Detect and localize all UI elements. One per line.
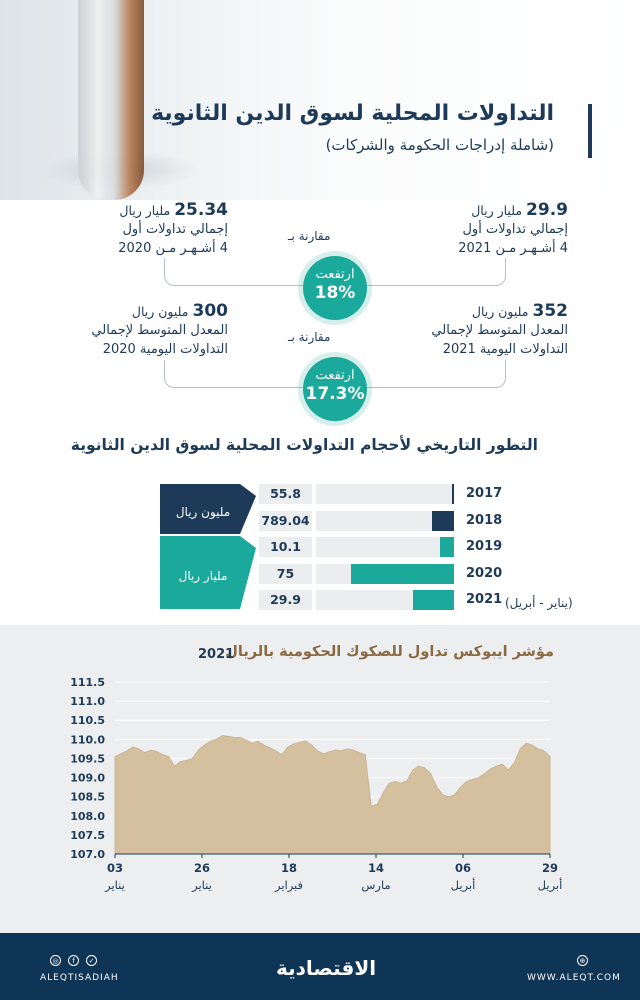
history-value: 789.04 [259, 511, 312, 531]
stat-avg-2020 [91, 301, 228, 359]
y-tick-label: 109.5 [70, 752, 105, 766]
web-icon[interactable]: ⊕ [577, 955, 588, 966]
history-track [316, 484, 454, 504]
unit-tabs [160, 484, 260, 611]
history-bar [452, 484, 454, 504]
stat-line: إجمالي تداولات أول [462, 222, 568, 237]
x-tick-day: 29 [541, 861, 559, 875]
history-year: 2019 [466, 539, 503, 554]
range-note: (يناير - أبريل) [505, 596, 573, 610]
page-subtitle: (شاملة إدراجات الحكومة والشركات) [325, 136, 554, 154]
footer-handle: ALEQTISADIAH [40, 973, 119, 983]
stat-unit: مليون ريال [131, 304, 189, 319]
x-tick-day: 18 [280, 861, 298, 875]
stat-line: التداولات اليومية 2021 [442, 342, 568, 357]
history-bar [413, 590, 454, 610]
y-tick-label: 107.0 [70, 848, 105, 861]
change-label: ارتفعت [315, 267, 355, 282]
facebook-icon[interactable]: f [68, 955, 79, 966]
x-tick-day: 06 [454, 861, 472, 875]
y-tick-label: 108.5 [70, 790, 105, 804]
stat-avg-2021 [431, 301, 568, 359]
unit-label-million [164, 505, 242, 519]
x-tick-month: أبريل [537, 878, 563, 892]
change-value: 18% [314, 283, 356, 303]
history-year: 2018 [466, 512, 503, 528]
x-tick-month: فبراير [274, 878, 304, 892]
history-value: 55.8 [259, 484, 312, 504]
chart-title: مؤشر ايبوكس تداول للصكوك الحكومية بالريال [225, 644, 554, 660]
x-tick-month: يناير [192, 878, 212, 892]
stat-unit: مليار ريال [471, 203, 523, 218]
x-tick-month: أبريل [450, 878, 476, 892]
compare-label: مقارنة بـ [288, 229, 331, 243]
y-tick-label: 110.0 [70, 733, 105, 747]
stat-line: المعدل المتوسط لإجمالي [431, 323, 568, 338]
stat-total-2020 [118, 200, 228, 258]
history-title: التطور التاريخي لأحجام التداولات المحلية لسوق الدين الثانوية [70, 436, 538, 454]
stat-value: 300 [192, 301, 228, 321]
y-tick-label: 109.0 [70, 771, 105, 785]
instagram-icon[interactable]: ◎ [50, 955, 61, 966]
footer-website: WWW.ALEQT.COM [527, 973, 621, 983]
change-label: ارتفعت [315, 368, 355, 383]
y-tick-label: 111.5 [70, 676, 105, 689]
stat-value: 352 [532, 301, 568, 321]
x-tick-day: 26 [193, 861, 211, 875]
stat-unit: مليون ريال [471, 304, 529, 319]
y-tick-label: 111.0 [70, 695, 105, 709]
stat-total-2021 [458, 200, 568, 258]
unit-label-text: مليون ريال [175, 505, 231, 519]
y-tick-label: 110.5 [70, 714, 105, 728]
history-value: 10.1 [259, 537, 312, 557]
history-year: 2021 [466, 592, 503, 607]
stat-line: 4 أشـهـر مـن 2020 [118, 241, 228, 256]
history-track [316, 537, 454, 557]
index-area-chart [0, 660, 640, 900]
title-accent-bar [588, 104, 592, 158]
footer-logo: الاقتصادية [276, 956, 377, 980]
x-tick-month: يناير [105, 878, 125, 892]
x-tick-day: 03 [106, 861, 124, 875]
history-year: 2017 [466, 486, 503, 501]
chart-year: 2021 [198, 647, 235, 662]
stat-line: المعدل المتوسط لإجمالي [91, 323, 228, 338]
history-bar [440, 537, 454, 557]
coin-image [78, 0, 144, 200]
unit-label-billion [164, 569, 242, 583]
history-year: 2020 [466, 565, 503, 581]
stat-value: 25.34 [174, 200, 228, 220]
change-badge-2 [303, 357, 367, 421]
x-tick-month: مارس [361, 878, 391, 892]
change-value: 17.3% [305, 384, 365, 404]
stat-unit: مليار ريال [119, 203, 171, 218]
history-bar [432, 511, 454, 531]
stat-value: 29.9 [526, 200, 568, 220]
stat-line: 4 أشـهـر مـن 2021 [458, 241, 568, 256]
stat-line: إجمالي تداولات أول [122, 222, 228, 237]
change-badge-1 [303, 256, 367, 320]
page-title: التداولات المحلية لسوق الدين الثانوية [151, 101, 554, 126]
history-value: 29.9 [259, 590, 312, 610]
y-tick-label: 107.5 [70, 828, 105, 842]
x-tick-day: 14 [367, 861, 385, 875]
history-value: 75 [259, 564, 312, 584]
stat-line: التداولات اليومية 2020 [102, 342, 228, 357]
history-bar [351, 564, 455, 584]
compare-label: مقارنة بـ [288, 330, 331, 344]
y-tick-label: 108.0 [70, 809, 105, 823]
twitter-icon[interactable]: ✓ [86, 955, 97, 966]
unit-label-text: مليار ريال [178, 569, 228, 583]
